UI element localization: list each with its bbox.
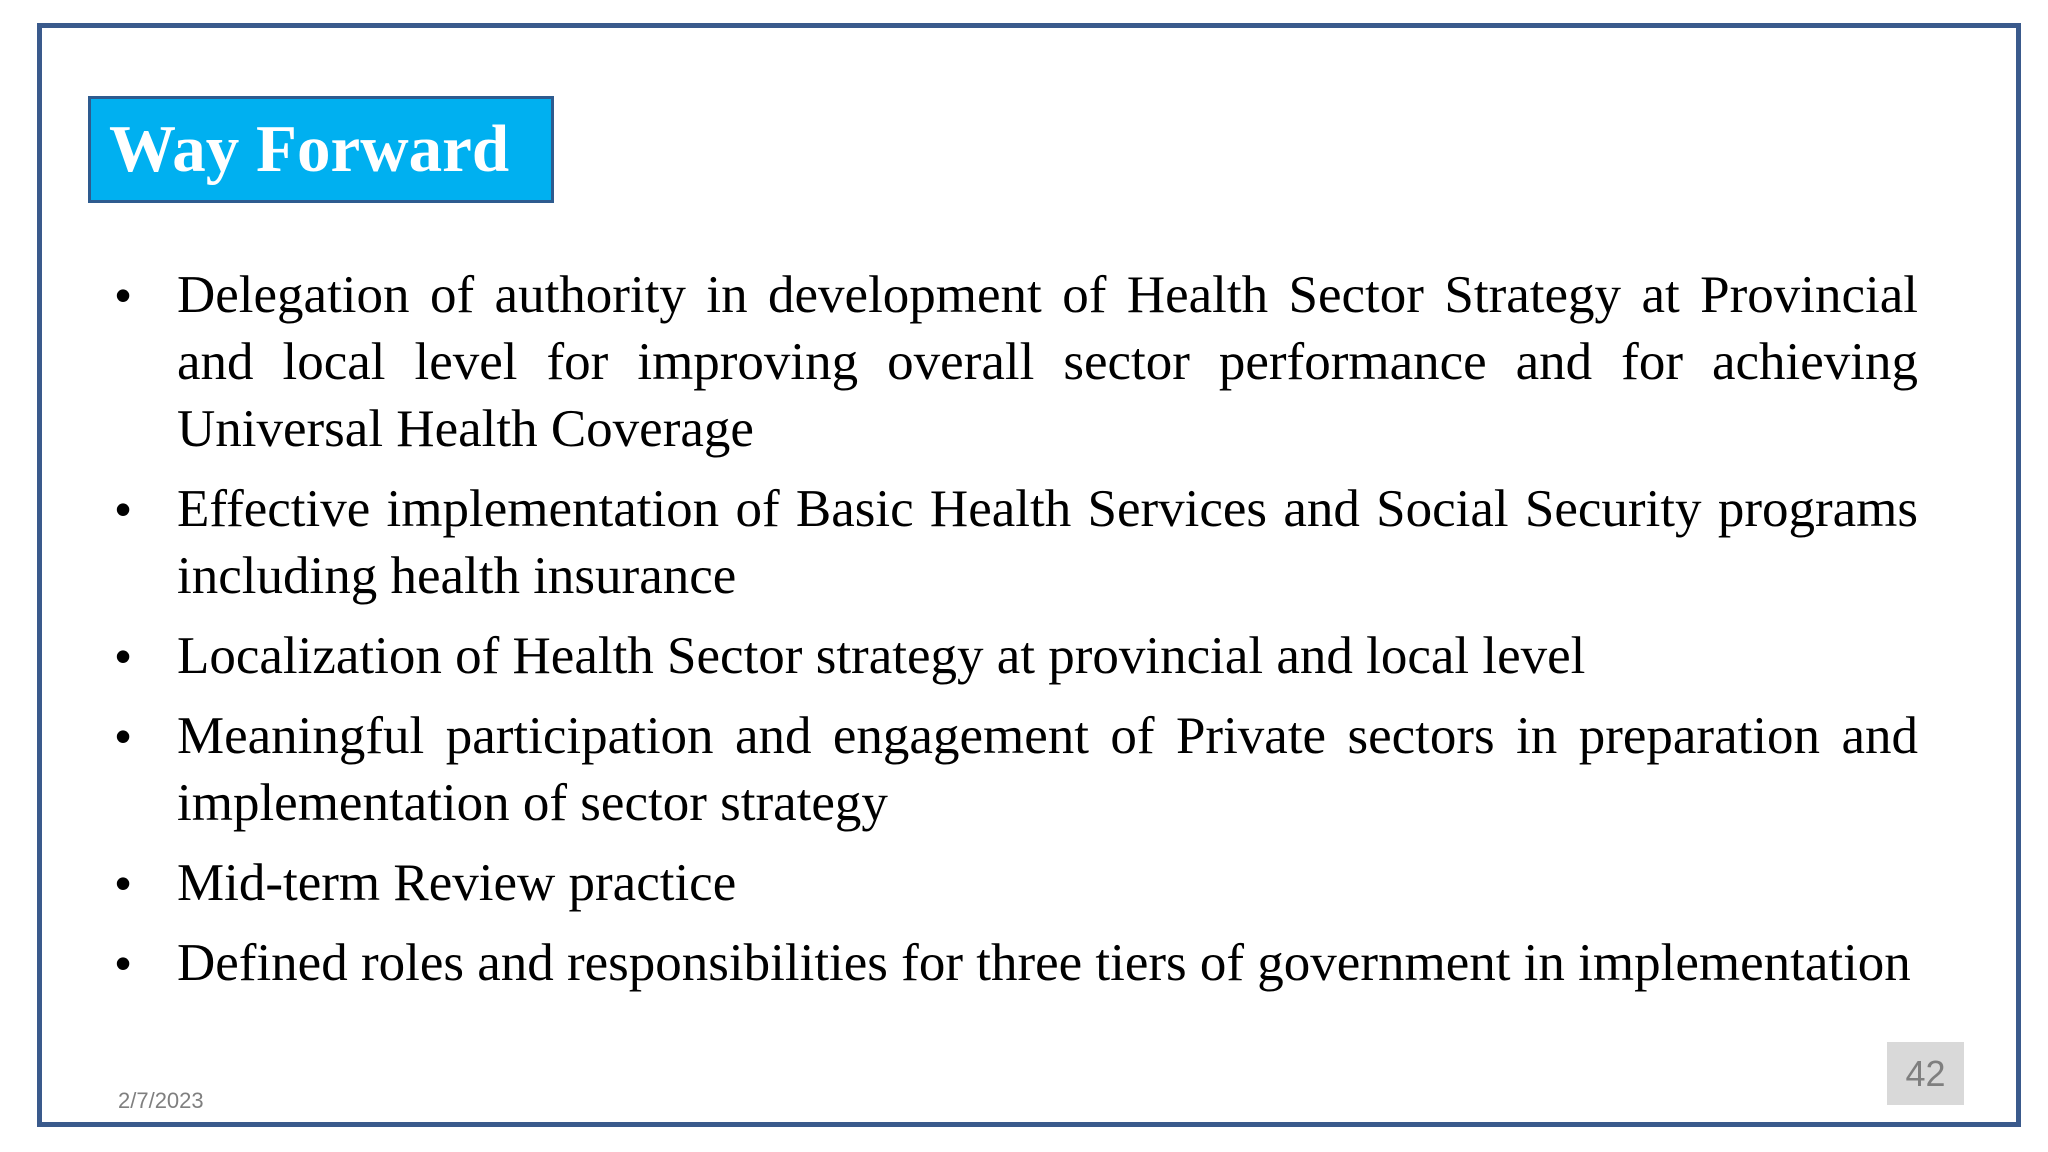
bullet-text: Meaningful participation and engagement of Private sectors in preparation and implementation of sector strategy [177,707,1918,832]
bullet-text: Localization of Health Sector strategy at provincial and local level [177,627,1586,685]
bullet-text: Delegation of authority in development of Health Sector Strategy at Provincial and local level for improving overall sector performance and for achieving Universal Health Coverage [177,266,1918,458]
bullet-item [113,262,1918,463]
slide-title: Way Forward [109,112,510,186]
bullet-text: Defined roles and responsibilities for three tiers of government in implementation [177,934,1911,992]
bullet-item [113,850,1918,917]
bullet-dot-icon: • [115,857,132,909]
bullet-item [113,930,1918,997]
bullet-text: Mid-term Review practice [177,854,737,912]
bullet-text: Effective implementation of Basic Health Services and Social Security programs including health insurance [177,480,1918,605]
bullet-dot-icon: • [115,483,132,535]
slide-date: 2/7/2023 [118,1088,204,1113]
bullet-item [113,476,1918,610]
page-number: 42 [1887,1042,1964,1105]
bullet-dot-icon: • [115,710,132,762]
bullet-item [113,703,1918,837]
bullet-list [113,262,1918,1010]
bullet-dot-icon: • [115,269,132,321]
bullet-dot-icon: • [115,937,132,989]
bullet-item [113,623,1918,690]
title-box [88,96,554,203]
bullet-dot-icon: • [115,630,132,682]
